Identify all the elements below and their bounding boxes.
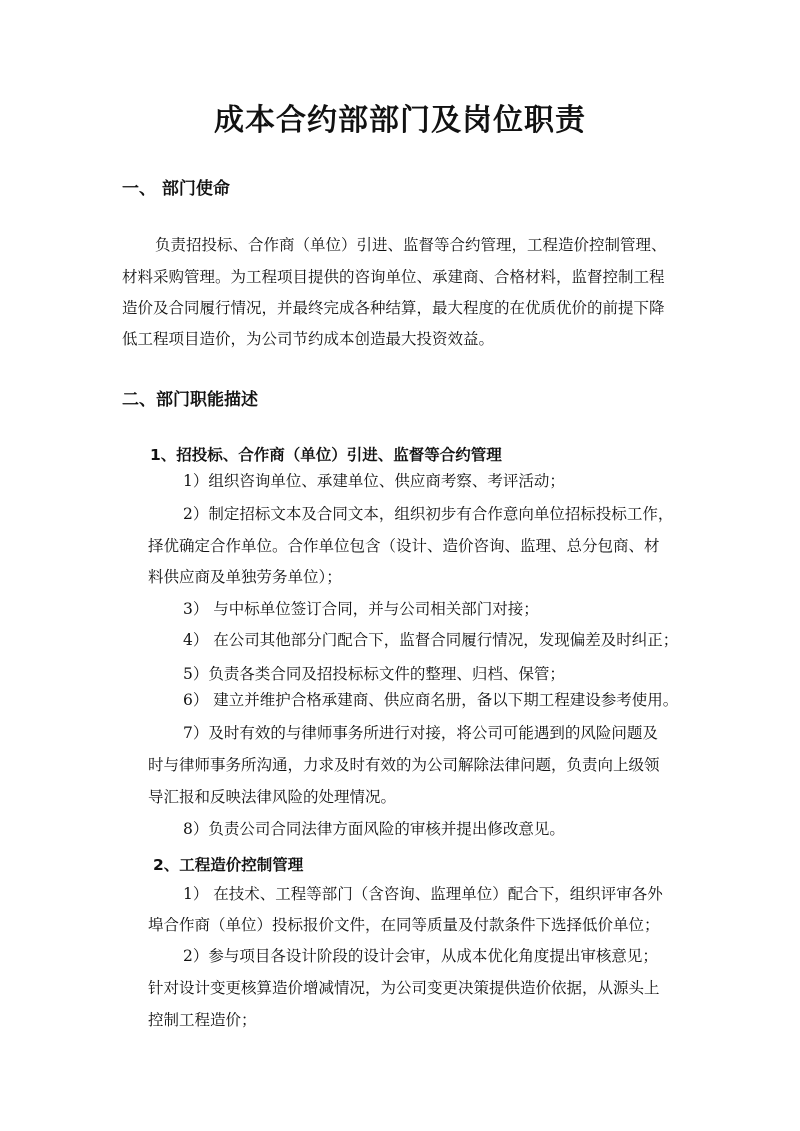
list-item: 6） 建立并维护合格承建商、供应商名册，备以下期工程建设参考使用。 [183, 691, 679, 709]
list-item: 1） 在技术、工程等部门（含咨询、监理单位）配合下，组织评审各外 [183, 885, 663, 903]
section-heading-functions: 二、部门职能描述 [122, 390, 258, 410]
list-item: 针对设计变更核算造价增减情况，为公司变更决策提供造价依据，从源头上 [148, 979, 660, 997]
list-item: 埠合作商（单位）投标报价文件，在同等质量及付款条件下选择低价单位； [148, 916, 660, 934]
list-item: 导汇报和反映法律风险的处理情况。 [148, 788, 397, 806]
list-item: 5）负责各类合同及招投标标文件的整理、归档、保管； [183, 665, 565, 683]
section-heading-mission: 一、 部门使命 [122, 179, 230, 199]
list-item: 1）组织咨询单位、承建单位、供应商考察、考评活动； [183, 472, 565, 490]
list-item: 3） 与中标单位签订合同，并与公司相关部门对接； [183, 600, 539, 618]
list-item: 4） 在公司其他部分门配合下，监督合同履行情况，发现偏差及时纠正； [183, 631, 679, 649]
subsection-heading-contracts: 1、招投标、合作商（单位）引进、监督等合约管理 [150, 446, 502, 464]
list-item: 2）参与项目各设计阶段的设计会审，从成本优化角度提出审核意见； [183, 947, 658, 965]
paragraph-line: 低工程项目造价，为公司节约成本创造最大投资效益。 [122, 330, 495, 348]
page-title: 成本合约部部门及岗位职责 [214, 103, 586, 138]
list-item: 时与律师事务所沟通，力求及时有效的为公司解除法律问题，负责向上级领 [148, 756, 660, 774]
subsection-heading-cost-control: 2、工程造价控制管理 [153, 856, 304, 874]
paragraph-line: 材料采购管理。为工程项目提供的咨询单位、承建商、合格材料，监督控制工程 [122, 268, 665, 286]
list-item: 择优确定合作单位。合作单位包含（设计、造价咨询、监理、总分包商、材 [148, 537, 660, 555]
paragraph-line: 负责招投标、合作商（单位）引进、监督等合约管理，工程造价控制管理、 [155, 236, 667, 254]
list-item: 8）负责公司合同法律方面风险的审核并提出修改意见。 [183, 820, 565, 838]
paragraph-line: 造价及合同履行情况，并最终完成各种结算，最大程度的在优质优价的前提下降 [122, 299, 665, 317]
list-item: 控制工程造价； [148, 1011, 257, 1029]
list-item: 料供应商及单独劳务单位）； [148, 568, 342, 586]
list-item: 2）制定招标文本及合同文本，组织初步有合作意向单位招标投标工作， [183, 505, 674, 523]
list-item: 7）及时有效的与律师事务所进行对接，将公司可能遇到的风险问题及 [183, 724, 658, 742]
